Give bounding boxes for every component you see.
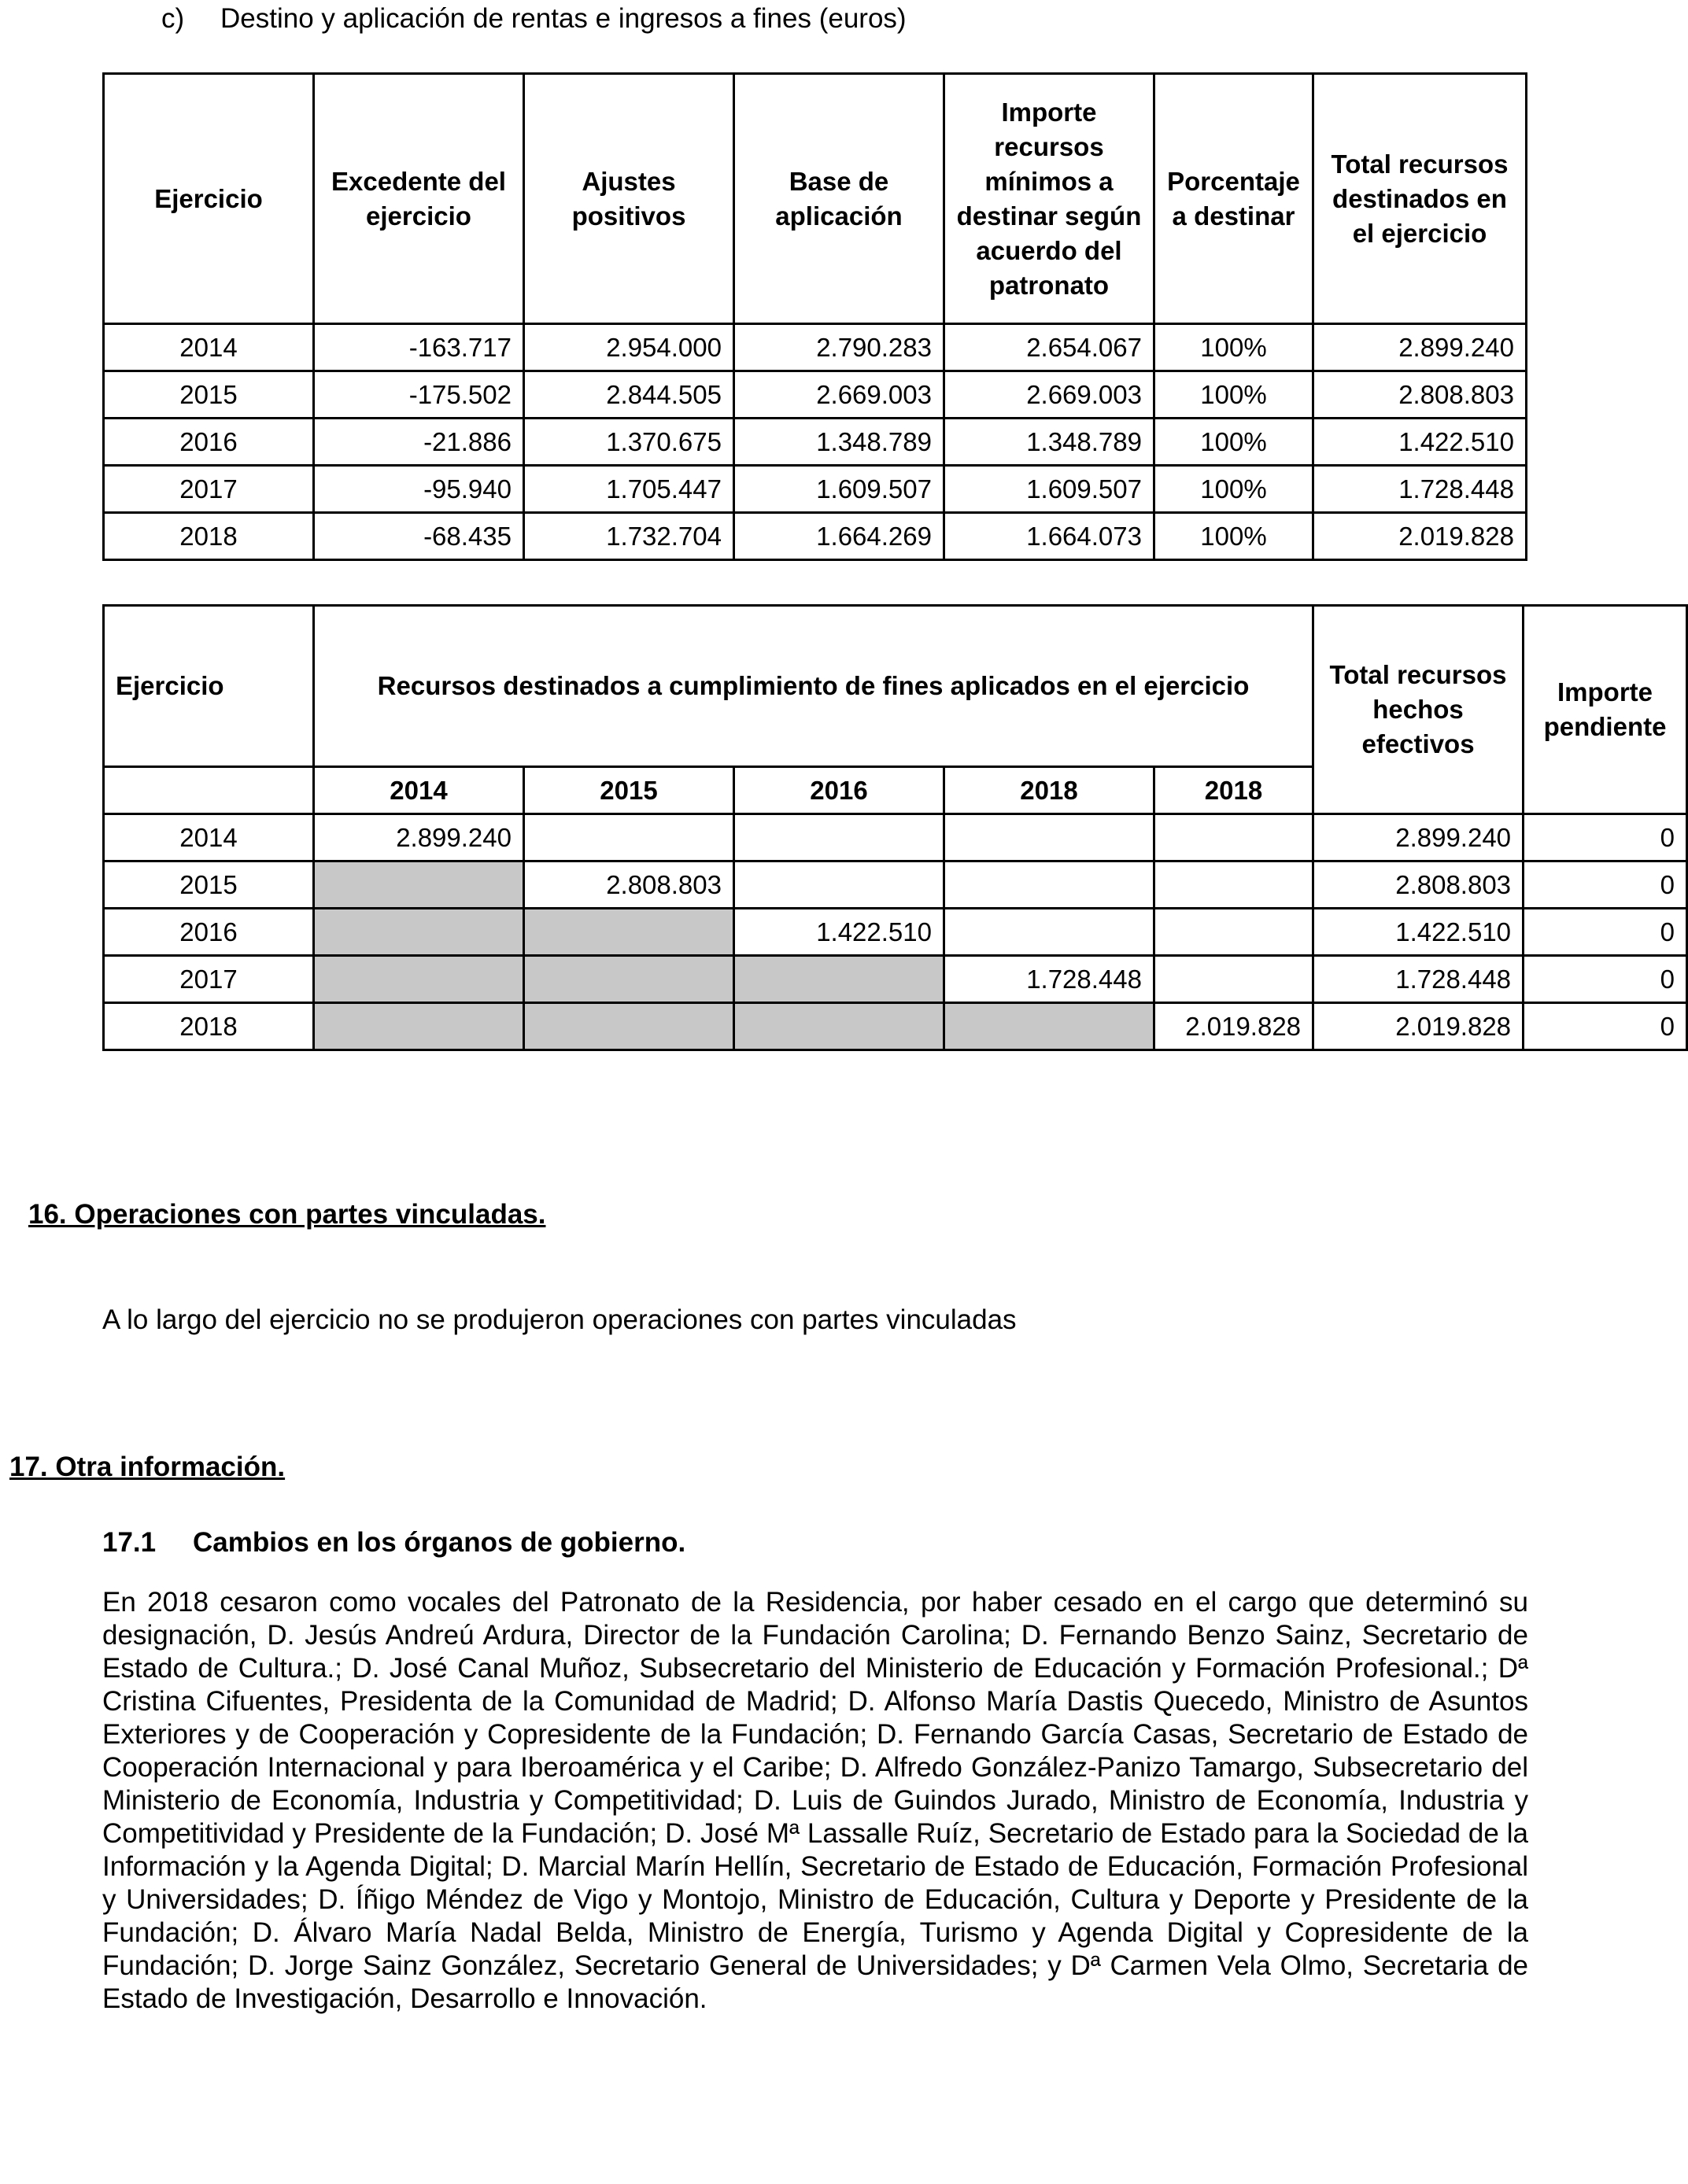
table-cell: 2.954.000: [524, 324, 734, 371]
table-cell: 100%: [1154, 513, 1313, 560]
table-cell: 2.808.803: [524, 861, 734, 909]
header-importe-pendiente: Importe pendiente: [1524, 606, 1687, 814]
header-excedente: Excedente del ejercicio: [314, 74, 524, 324]
header-blank: [104, 767, 314, 814]
subsection-17-1-title: [102, 1527, 685, 1559]
table-cell: 2.654.067: [944, 324, 1154, 371]
shaded-cell: [734, 1003, 944, 1050]
cell-year: 2017: [104, 956, 314, 1003]
table-cell: [1154, 956, 1313, 1003]
table-cell: 2.899.240: [314, 814, 524, 861]
table-cell: -21.886: [314, 419, 524, 466]
table-cell: -175.502: [314, 371, 524, 419]
cell-year: 2018: [104, 513, 314, 560]
table-cell: [1154, 814, 1313, 861]
header-total-destinados: Total recursos destinados en el ejercicio: [1313, 74, 1527, 324]
cell-total: 2.019.828: [1313, 1003, 1524, 1050]
header-porcentaje: Porcentaje a destinar: [1154, 74, 1313, 324]
table-cell: 2.844.505: [524, 371, 734, 419]
cell-pendiente: 0: [1524, 909, 1687, 956]
shaded-cell: [314, 956, 524, 1003]
table-row: [104, 513, 1527, 560]
table-cell: 100%: [1154, 466, 1313, 513]
cell-year: 2016: [104, 419, 314, 466]
header-base: Base de aplicación: [734, 74, 944, 324]
table-cell: 1.664.269: [734, 513, 944, 560]
table-row: [104, 814, 1687, 861]
table-cell: 2.790.283: [734, 324, 944, 371]
table-cell: 1.609.507: [734, 466, 944, 513]
shaded-cell: [314, 1003, 524, 1050]
table-cell: 1.705.447: [524, 466, 734, 513]
table-cell: [944, 909, 1154, 956]
cell-year: 2014: [104, 324, 314, 371]
cell-year: 2018: [104, 1003, 314, 1050]
header-year: 2018: [1154, 767, 1313, 814]
caption-label: c): [161, 3, 185, 34]
table-cell: [1154, 861, 1313, 909]
header-recursos-destinados: Recursos destinados a cumplimiento de fines aplicados en el ejercicio: [314, 606, 1313, 767]
section-17-title: 17. Otra información.: [9, 1452, 286, 1482]
table-cell: 1.728.448: [1313, 466, 1527, 513]
table-cell: 1.348.789: [944, 419, 1154, 466]
cell-pendiente: 0: [1524, 1003, 1687, 1050]
shaded-cell: [944, 1003, 1154, 1050]
table-cell: 1.348.789: [734, 419, 944, 466]
table-row: [104, 909, 1687, 956]
shaded-cell: [524, 909, 734, 956]
cell-year: 2014: [104, 814, 314, 861]
table-cell: 2.808.803: [1313, 371, 1527, 419]
cell-total: 2.808.803: [1313, 861, 1524, 909]
table-row: [104, 324, 1527, 371]
header-ajustes: Ajustes positivos: [524, 74, 734, 324]
table-cell: 100%: [1154, 419, 1313, 466]
table-cell: [734, 861, 944, 909]
table-cell: 1.728.448: [944, 956, 1154, 1003]
header-year: 2015: [524, 767, 734, 814]
section-16-text: A lo largo del ejercicio no se produjeron operaciones con partes vinculadas: [102, 1304, 1017, 1335]
header-year: 2018: [944, 767, 1154, 814]
table-cell: 1.664.073: [944, 513, 1154, 560]
table-cell: 2.899.240: [1313, 324, 1527, 371]
table-cell: 1.422.510: [734, 909, 944, 956]
destino-rentas-table: [102, 72, 1527, 561]
table-cell: 2.019.828: [1154, 1003, 1313, 1050]
shaded-cell: [524, 1003, 734, 1050]
header-ejercicio: Ejercicio: [104, 606, 314, 767]
table-cell: 1.370.675: [524, 419, 734, 466]
table-cell: -163.717: [314, 324, 524, 371]
table-cell: 1.609.507: [944, 466, 1154, 513]
table-cell: [944, 814, 1154, 861]
table-row: [104, 1003, 1687, 1050]
table-cell: 1.422.510: [1313, 419, 1527, 466]
table-row: [104, 371, 1527, 419]
cell-year: 2016: [104, 909, 314, 956]
section-17-1-body: En 2018 cesaron como vocales del Patronato de la Residencia, por haber cesado en el cargo que determinó su designación, D. Jesús Andreú Ardura, Director de la Fundación Carolina; D. Fernando Benzo Sainz, Secretario de Estado de Cultura.; D. José Canal Muñoz, Subsecretario del Ministerio de Educación y Formación Profesional.; Dª Cristina Cifuentes, Presidenta de la Comunidad de Madrid; D. Alfonso María Dastis Quecedo, Ministro de Asuntos Exteriores y de Cooperación y Copresidente de la Fundación; D. Fernando García Casas, Secretario de Estado de Cooperación Internacional y para Iberoamérica y el Caribe; D. Alfredo González-Panizo Tamargo, Subsecretario del Ministerio de Economía, Industria y Competitividad; D. Luis de Guindos Jurado, Ministro de Economía, Industria y Competitividad y Presidente de la Fundación; D. José Mª Lassalle Ruíz, Secretario de Estado para la Sociedad de la Información y la Agenda Digital; D. Marcial Marín Hellín, Secretario de Estado de Educación, Formación Profesional y Universidades; D. Íñigo Méndez de Vigo y Montojo, Ministro de Educación, Cultura y Deporte y Presidente de la Fundación; D. Álvaro María Nadal Belda, Ministro de Energía, Turismo y Agenda Digital y Copresidente de la Fundación; D. Jorge Sainz González, Secretario General de Universidades; y Dª Carmen Vela Olmo, Secretaria de Estado de Investigación, Desarrollo e Innovación.: [102, 1587, 1528, 2014]
header-total-hechos-efectivos: Total recursos hechos efectivos: [1313, 606, 1524, 814]
table-header-row: [104, 74, 1527, 324]
table-cell: [734, 814, 944, 861]
table-cell: 1.732.704: [524, 513, 734, 560]
header-year: 2016: [734, 767, 944, 814]
caption-text: Destino y aplicación de rentas e ingresos a fines (euros): [220, 3, 907, 34]
shaded-cell: [314, 861, 524, 909]
table-row: [104, 956, 1687, 1003]
cell-year: 2017: [104, 466, 314, 513]
table-cell: 100%: [1154, 324, 1313, 371]
cell-pendiente: 0: [1524, 956, 1687, 1003]
table-cell: -68.435: [314, 513, 524, 560]
header-importe-minimo: Importe recursos mínimos a destinar según acuerdo del patronato: [944, 74, 1154, 324]
table-header-row: [104, 606, 1687, 767]
table-cell: [944, 861, 1154, 909]
cell-year: 2015: [104, 371, 314, 419]
header-ejercicio: Ejercicio: [104, 74, 314, 324]
cell-total: 1.422.510: [1313, 909, 1524, 956]
cell-total: 1.728.448: [1313, 956, 1524, 1003]
table-cell: 2.669.003: [734, 371, 944, 419]
shaded-cell: [314, 909, 524, 956]
shaded-cell: [734, 956, 944, 1003]
table-cell: -95.940: [314, 466, 524, 513]
table-row: [104, 861, 1687, 909]
header-year: 2014: [314, 767, 524, 814]
table-cell: 2.019.828: [1313, 513, 1527, 560]
table-cell: 2.669.003: [944, 371, 1154, 419]
cell-total: 2.899.240: [1313, 814, 1524, 861]
cell-pendiente: 0: [1524, 814, 1687, 861]
table-cell: 100%: [1154, 371, 1313, 419]
subsection-title: Cambios en los órganos de gobierno.: [193, 1527, 686, 1558]
table-row: [104, 419, 1527, 466]
cell-year: 2015: [104, 861, 314, 909]
table-caption: [161, 3, 907, 35]
recursos-aplicados-table: [102, 604, 1688, 1051]
subsection-number: 17.1: [102, 1527, 157, 1558]
section-16-title: 16. Operaciones con partes vinculadas.: [28, 1199, 546, 1230]
shaded-cell: [524, 956, 734, 1003]
table-row: [104, 466, 1527, 513]
table-cell: [524, 814, 734, 861]
table-cell: [1154, 909, 1313, 956]
cell-pendiente: 0: [1524, 861, 1687, 909]
